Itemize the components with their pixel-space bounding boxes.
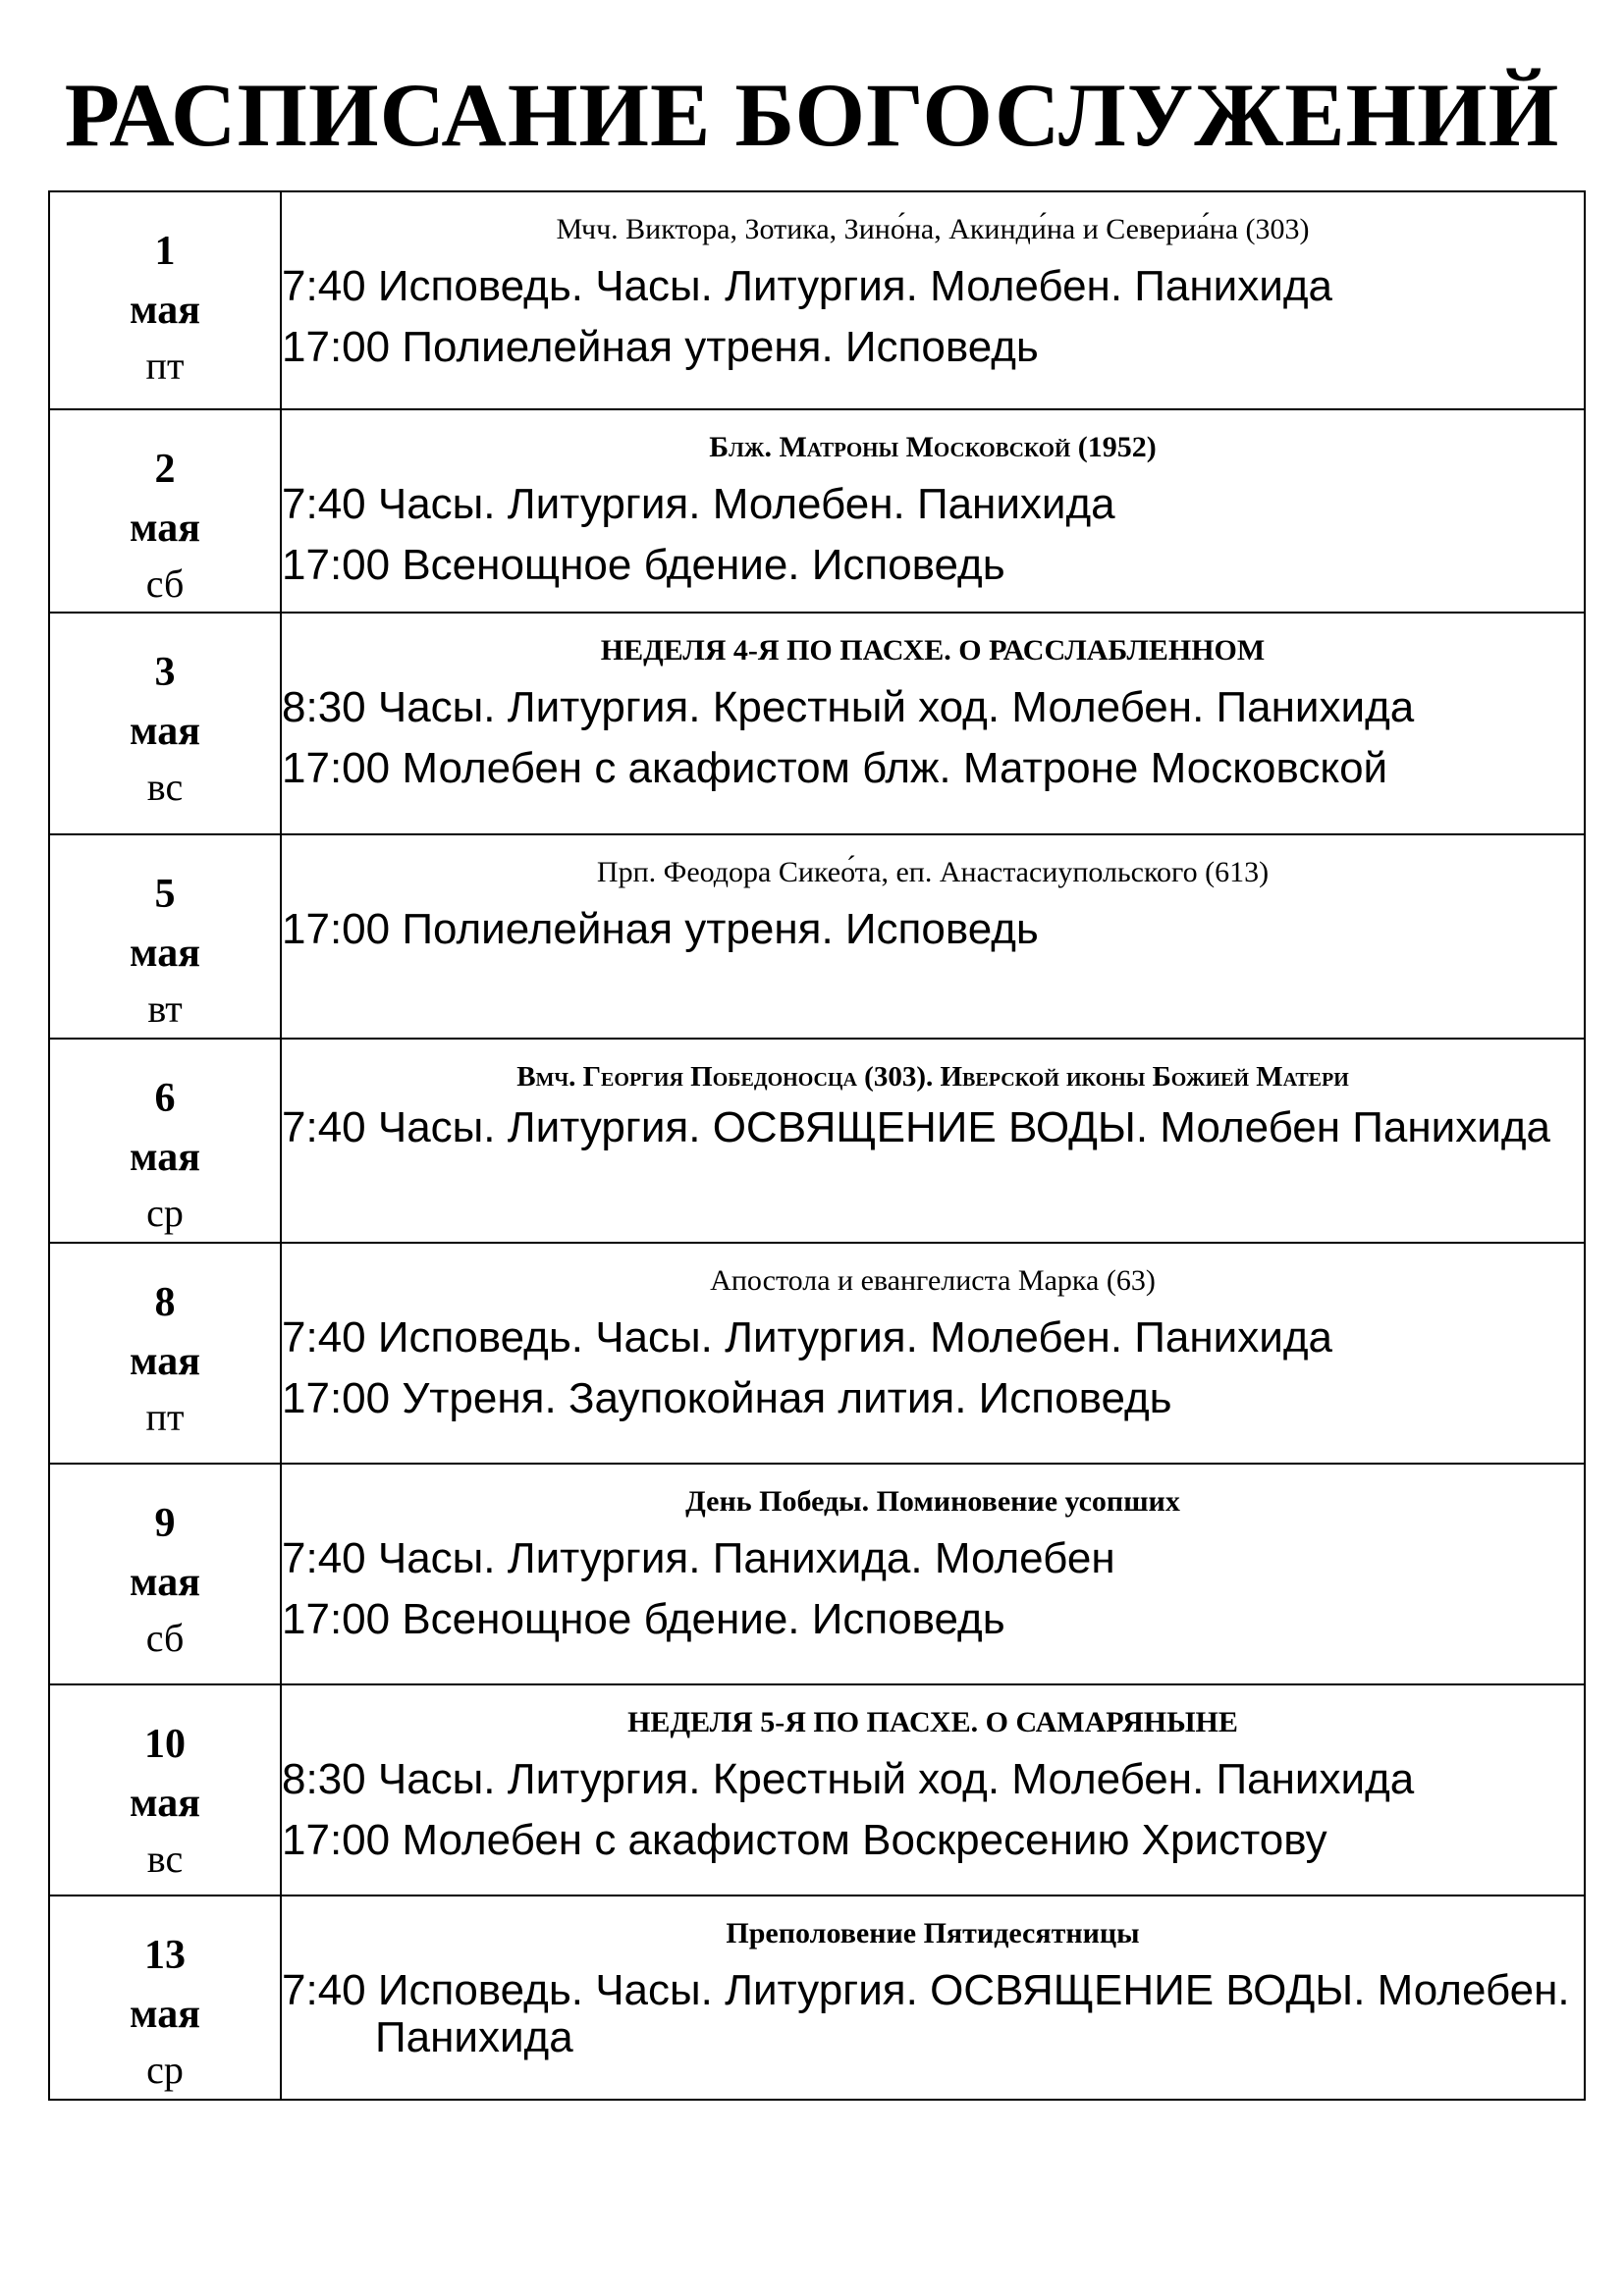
feast-title: Апостола и евангелиста Марка (63) bbox=[710, 1264, 1156, 1297]
feast-title: Блж. Матроны Московской (1952) bbox=[709, 431, 1157, 463]
date-cell bbox=[49, 613, 281, 834]
service-line: 17:00 Всенощное бдение. Исповедь bbox=[282, 1595, 1005, 1643]
schedule-table bbox=[48, 190, 1586, 2101]
month-name: мая bbox=[129, 931, 201, 976]
month-name: мая bbox=[129, 1992, 201, 2037]
schedule-row bbox=[49, 834, 1585, 1039]
day-number: 10 bbox=[144, 1722, 186, 1767]
service-line: 17:00 Молебен с акафистом блж. Матроне Московской bbox=[282, 744, 1388, 792]
month-name: мая bbox=[129, 1781, 201, 1826]
service-line: 8:30 Часы. Литургия. Крестный ход. Молебен. Панихида bbox=[282, 1755, 1415, 1803]
date-cell bbox=[49, 1896, 281, 2100]
services-cell bbox=[281, 1039, 1585, 1243]
date-cell bbox=[49, 1464, 281, 1684]
service-line: 7:40 Исповедь. Часы. Литургия. ОСВЯЩЕНИЕ ВОДЫ. Молебен. Панихида bbox=[282, 1966, 1570, 2061]
service-line: 17:00 Молебен с акафистом Воскресению Христову bbox=[282, 1816, 1327, 1864]
weekday: сб bbox=[145, 1616, 185, 1660]
date-cell bbox=[49, 834, 281, 1039]
date-cell bbox=[49, 1684, 281, 1896]
schedule-row bbox=[49, 613, 1585, 834]
schedule-row bbox=[49, 1243, 1585, 1464]
weekday: сб bbox=[145, 561, 185, 606]
weekday: вт bbox=[147, 987, 183, 1031]
services-cell bbox=[281, 1464, 1585, 1684]
service-line: 7:40 Часы. Литургия. Панихида. Молебен bbox=[282, 1534, 1115, 1582]
service-line: 7:40 Часы. Литургия. ОСВЯЩЕНИЕ ВОДЫ. Молебен Панихида bbox=[282, 1103, 1550, 1151]
day-number: 9 bbox=[154, 1501, 176, 1546]
day-number: 5 bbox=[154, 872, 176, 917]
service-line: 7:40 Исповедь. Часы. Литургия. Молебен. Панихида bbox=[282, 262, 1332, 310]
page-title: РАСПИСАНИЕ БОГОСЛУЖЕНИЙ bbox=[64, 65, 1560, 165]
schedule-row bbox=[49, 409, 1585, 613]
service-line: 17:00 Утреня. Заупокойная лития. Исповедь bbox=[282, 1374, 1172, 1422]
feast-title: НЕДЕЛЯ 5-Я ПО ПАСХЕ. О САМАРЯНЫНЕ bbox=[627, 1706, 1238, 1738]
date-cell bbox=[49, 1039, 281, 1243]
service-line: 17:00 Полиелейная утреня. Исповедь bbox=[282, 323, 1039, 371]
day-number: 13 bbox=[144, 1933, 186, 1978]
day-number: 8 bbox=[154, 1280, 176, 1325]
schedule-row bbox=[49, 191, 1585, 409]
feast-title: День Победы. Поминовение усопших bbox=[685, 1485, 1180, 1518]
feast-title: Мчч. Виктора, Зотика, Зино́на, Акинди́на и Севериа́на (303) bbox=[556, 213, 1310, 245]
feast-title: НЕДЕЛЯ 4-Я ПО ПАСХЕ. О РАССЛАБЛЕННОМ bbox=[600, 634, 1266, 667]
date-cell bbox=[49, 1243, 281, 1464]
date-cell bbox=[49, 409, 281, 613]
service-line: 17:00 Всенощное бдение. Исповедь bbox=[282, 541, 1005, 589]
service-line: 7:40 Часы. Литургия. Молебен. Панихида bbox=[282, 480, 1115, 528]
month-name: мая bbox=[129, 506, 201, 551]
schedule-row bbox=[49, 1039, 1585, 1243]
services-cell bbox=[281, 834, 1585, 1039]
service-line: 7:40 Исповедь. Часы. Литургия. Молебен. Панихида bbox=[282, 1313, 1332, 1362]
weekday: ср bbox=[146, 2048, 184, 2092]
month-name: мая bbox=[129, 1560, 201, 1605]
services-cell bbox=[281, 1243, 1585, 1464]
services-cell bbox=[281, 1896, 1585, 2100]
feast-title: Преполовение Пятидесятницы bbox=[726, 1917, 1140, 1949]
day-number: 1 bbox=[154, 229, 176, 274]
month-name: мая bbox=[129, 709, 201, 754]
month-name: мая bbox=[129, 1339, 201, 1384]
feast-title: Вмч. Георгия Победоносца (303). Иверской иконы Божией Матери bbox=[516, 1061, 1349, 1093]
weekday: вс bbox=[146, 765, 184, 809]
weekday: пт bbox=[145, 1395, 185, 1439]
weekday: пт bbox=[145, 344, 185, 388]
schedule-row bbox=[49, 1896, 1585, 2100]
date-cell bbox=[49, 191, 281, 409]
month-name: мая bbox=[129, 288, 201, 333]
services-cell bbox=[281, 1684, 1585, 1896]
service-line: 8:30 Часы. Литургия. Крестный ход. Молебен. Панихида bbox=[282, 683, 1415, 731]
services-cell bbox=[281, 191, 1585, 409]
day-number: 6 bbox=[154, 1076, 176, 1121]
feast-title: Прп. Феодора Сикео́та, еп. Анастасиупольского (613) bbox=[596, 856, 1270, 888]
schedule-row bbox=[49, 1464, 1585, 1684]
day-number: 2 bbox=[154, 447, 176, 492]
services-cell bbox=[281, 409, 1585, 613]
schedule-row bbox=[49, 1684, 1585, 1896]
weekday: вс bbox=[146, 1837, 184, 1881]
month-name: мая bbox=[129, 1135, 201, 1180]
services-cell bbox=[281, 613, 1585, 834]
service-line: 17:00 Полиелейная утреня. Исповедь bbox=[282, 905, 1039, 953]
day-number: 3 bbox=[154, 650, 176, 695]
weekday: ср bbox=[146, 1191, 184, 1235]
